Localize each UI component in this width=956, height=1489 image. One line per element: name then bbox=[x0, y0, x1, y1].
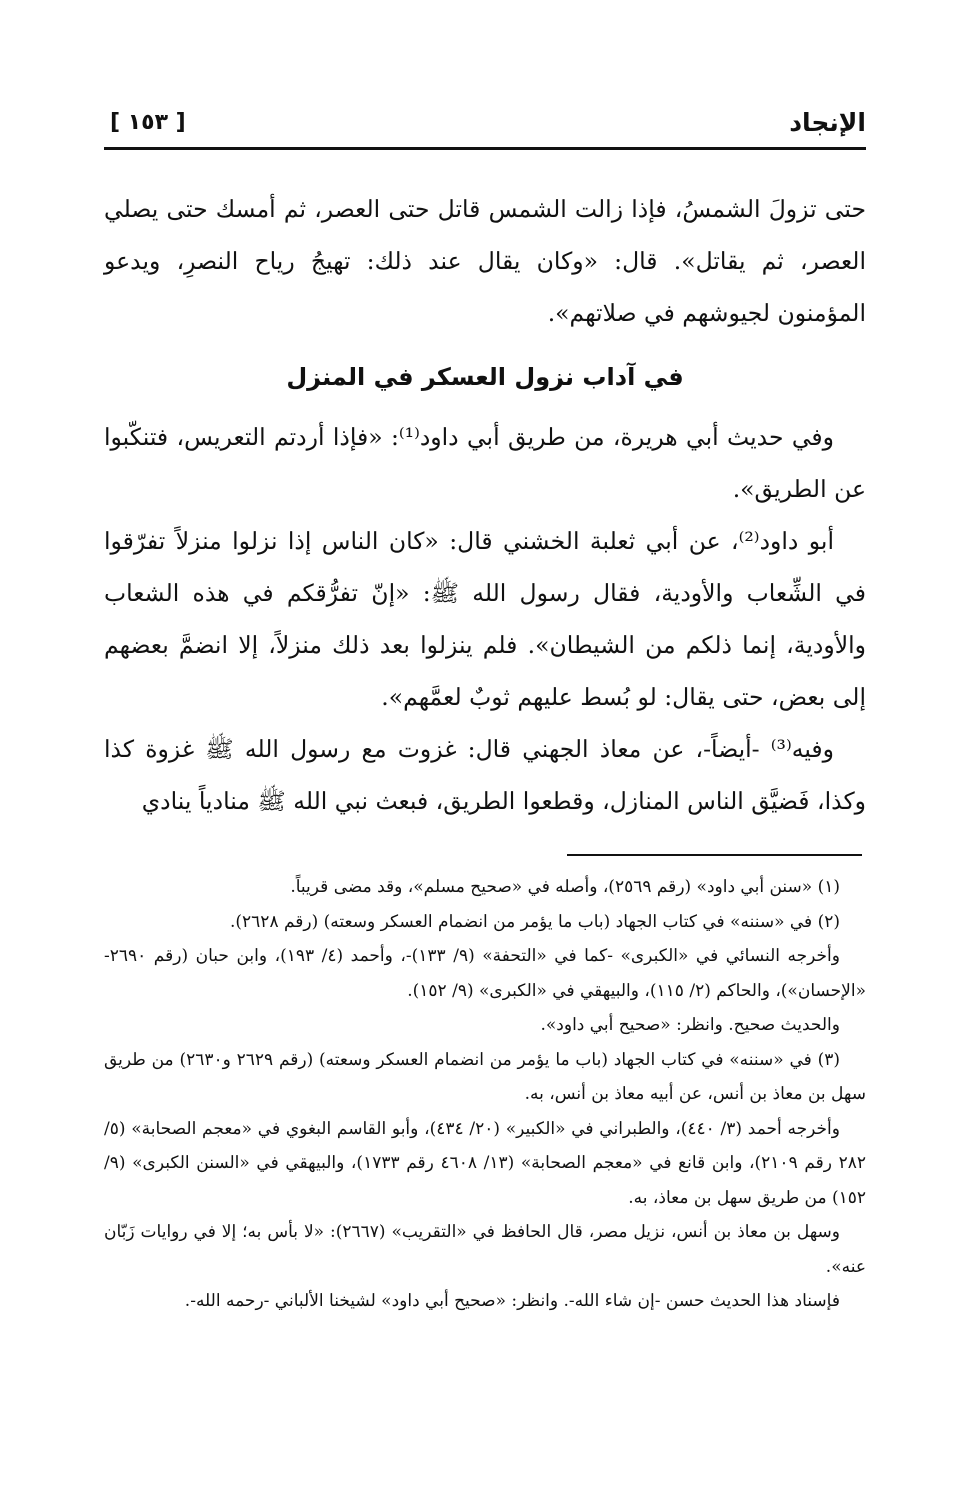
paragraph-muadh: وفيه⁽³⁾ -أيضاً-، عن معاذ الجهني قال: غزوت مع رسول الله ﷺ غزوة كذا وكذا، فَضيَّق الناس المنازل، وقطعوا الطريق، فبعث نبي الله ﷺ منادياً ينادي bbox=[104, 735, 866, 815]
paragraph-abu-hurayra: وفي حديث أبي هريرة، من طريق أبي داود⁽¹⁾: «فإذا أردتم التعريس، فتنكّبوا عن الطريق». bbox=[104, 423, 866, 503]
main-text bbox=[104, 183, 866, 827]
page-number: [ ١٥٣ ] bbox=[110, 110, 186, 135]
footnote: وسهل بن معاذ بن أنس، نزيل مصر، قال الحافظ في «التقريب» (٢٦٦٧): «لا بأس به؛ إلا في روايات زَبّان عنه». bbox=[104, 1222, 866, 1277]
footnote: فإسناد هذا الحديث حسن -إن شاء الله-. وانظر: «صحيح أبي داود» لشيخنا الألباني -رحمه الله-. bbox=[184, 1291, 840, 1311]
footnotes bbox=[104, 870, 866, 1319]
paragraph-continuation: حتى تزولَ الشمسُ، فإذا زالت الشمس قاتل حتى العصر، ثم أمسك حتى يصلي العصر، ثم يقاتل». قال: «وكان يقال عند ذلك: تهيجُ رياح النصرِ، ويدعو المؤمنون لجيوشهم في صلاتهم». bbox=[104, 195, 866, 327]
page-header bbox=[104, 106, 866, 146]
section-heading: في آداب نزول العسكر في المنزل bbox=[286, 363, 684, 391]
footnote-separator bbox=[567, 854, 862, 856]
header-rule bbox=[104, 147, 866, 150]
footnote: (٢) في «سننه» في كتاب الجهاد (باب ما يؤمر من انضمام العسكر وسعته) (رقم ٢٦٢٨). bbox=[230, 911, 840, 932]
footnote: وأخرجه النسائي في «الكبرى» -كما في «التحفة» (٩/ ١٣٣)-، وأحمد (٤/ ١٩٣)، وابن حبان (رقم ٢٦٩٠- «الإحسان»)، والحاكم (٢/ ١١٥)، والبيهقي في «الكبرى» (٩/ ١٥٢). bbox=[104, 946, 866, 1001]
paragraph-abu-thalaba: أبو داود⁽²⁾، عن أبي ثعلبة الخشني قال: «كان الناس إذا نزلوا منزلاً تفرّقوا في الشِّعاب والأودية، فقال رسول الله ﷺ: «إنّ تفرُّقكم في هذه الشعاب والأودية، إنما ذلكم من الشيطان». فلم ينزلوا بعد ذلك منزلاً، إلا انضمَّ بعضهم إلى بعض، حتى يقال: لو بُسط عليهم ثوبٌ لعمَّهم». bbox=[104, 527, 866, 711]
footnote: والحديث صحيح. وانظر: «صحيح أبي داود». bbox=[540, 1015, 840, 1035]
footnote: وأخرجه أحمد (٣/ ٤٤٠)، والطبراني في «الكبير» (٢٠/ ٤٣٤)، وأبو القاسم البغوي في «معجم الصحابة» (٥/ ٢٨٢ رقم ٢١٠٩)، وابن قانع في «معجم الصحابة» (١٣/ ٤٦٠٨ رقم ١٧٣٣)، والبيهقي في «السنن الكبرى» (٩/ ١٥٢) من طريق سهل بن معاذ، به. bbox=[104, 1118, 867, 1208]
footnote: (٣) في «سننه» في كتاب الجهاد (باب ما يؤمر من انضمام العسكر وسعته) (رقم ٢٦٢٩ و٢٦٣٠) من طريق سهل بن معاذ بن أنس، عن أبيه معاذ بن أنس، به. bbox=[104, 1049, 866, 1104]
footnote: (١) «سنن أبي داود» (رقم ٢٥٦٩)، وأصله في «صحيح مسلم»، وقد مضى قريباً. bbox=[290, 877, 840, 897]
running-title: الإنجاد bbox=[789, 108, 866, 137]
